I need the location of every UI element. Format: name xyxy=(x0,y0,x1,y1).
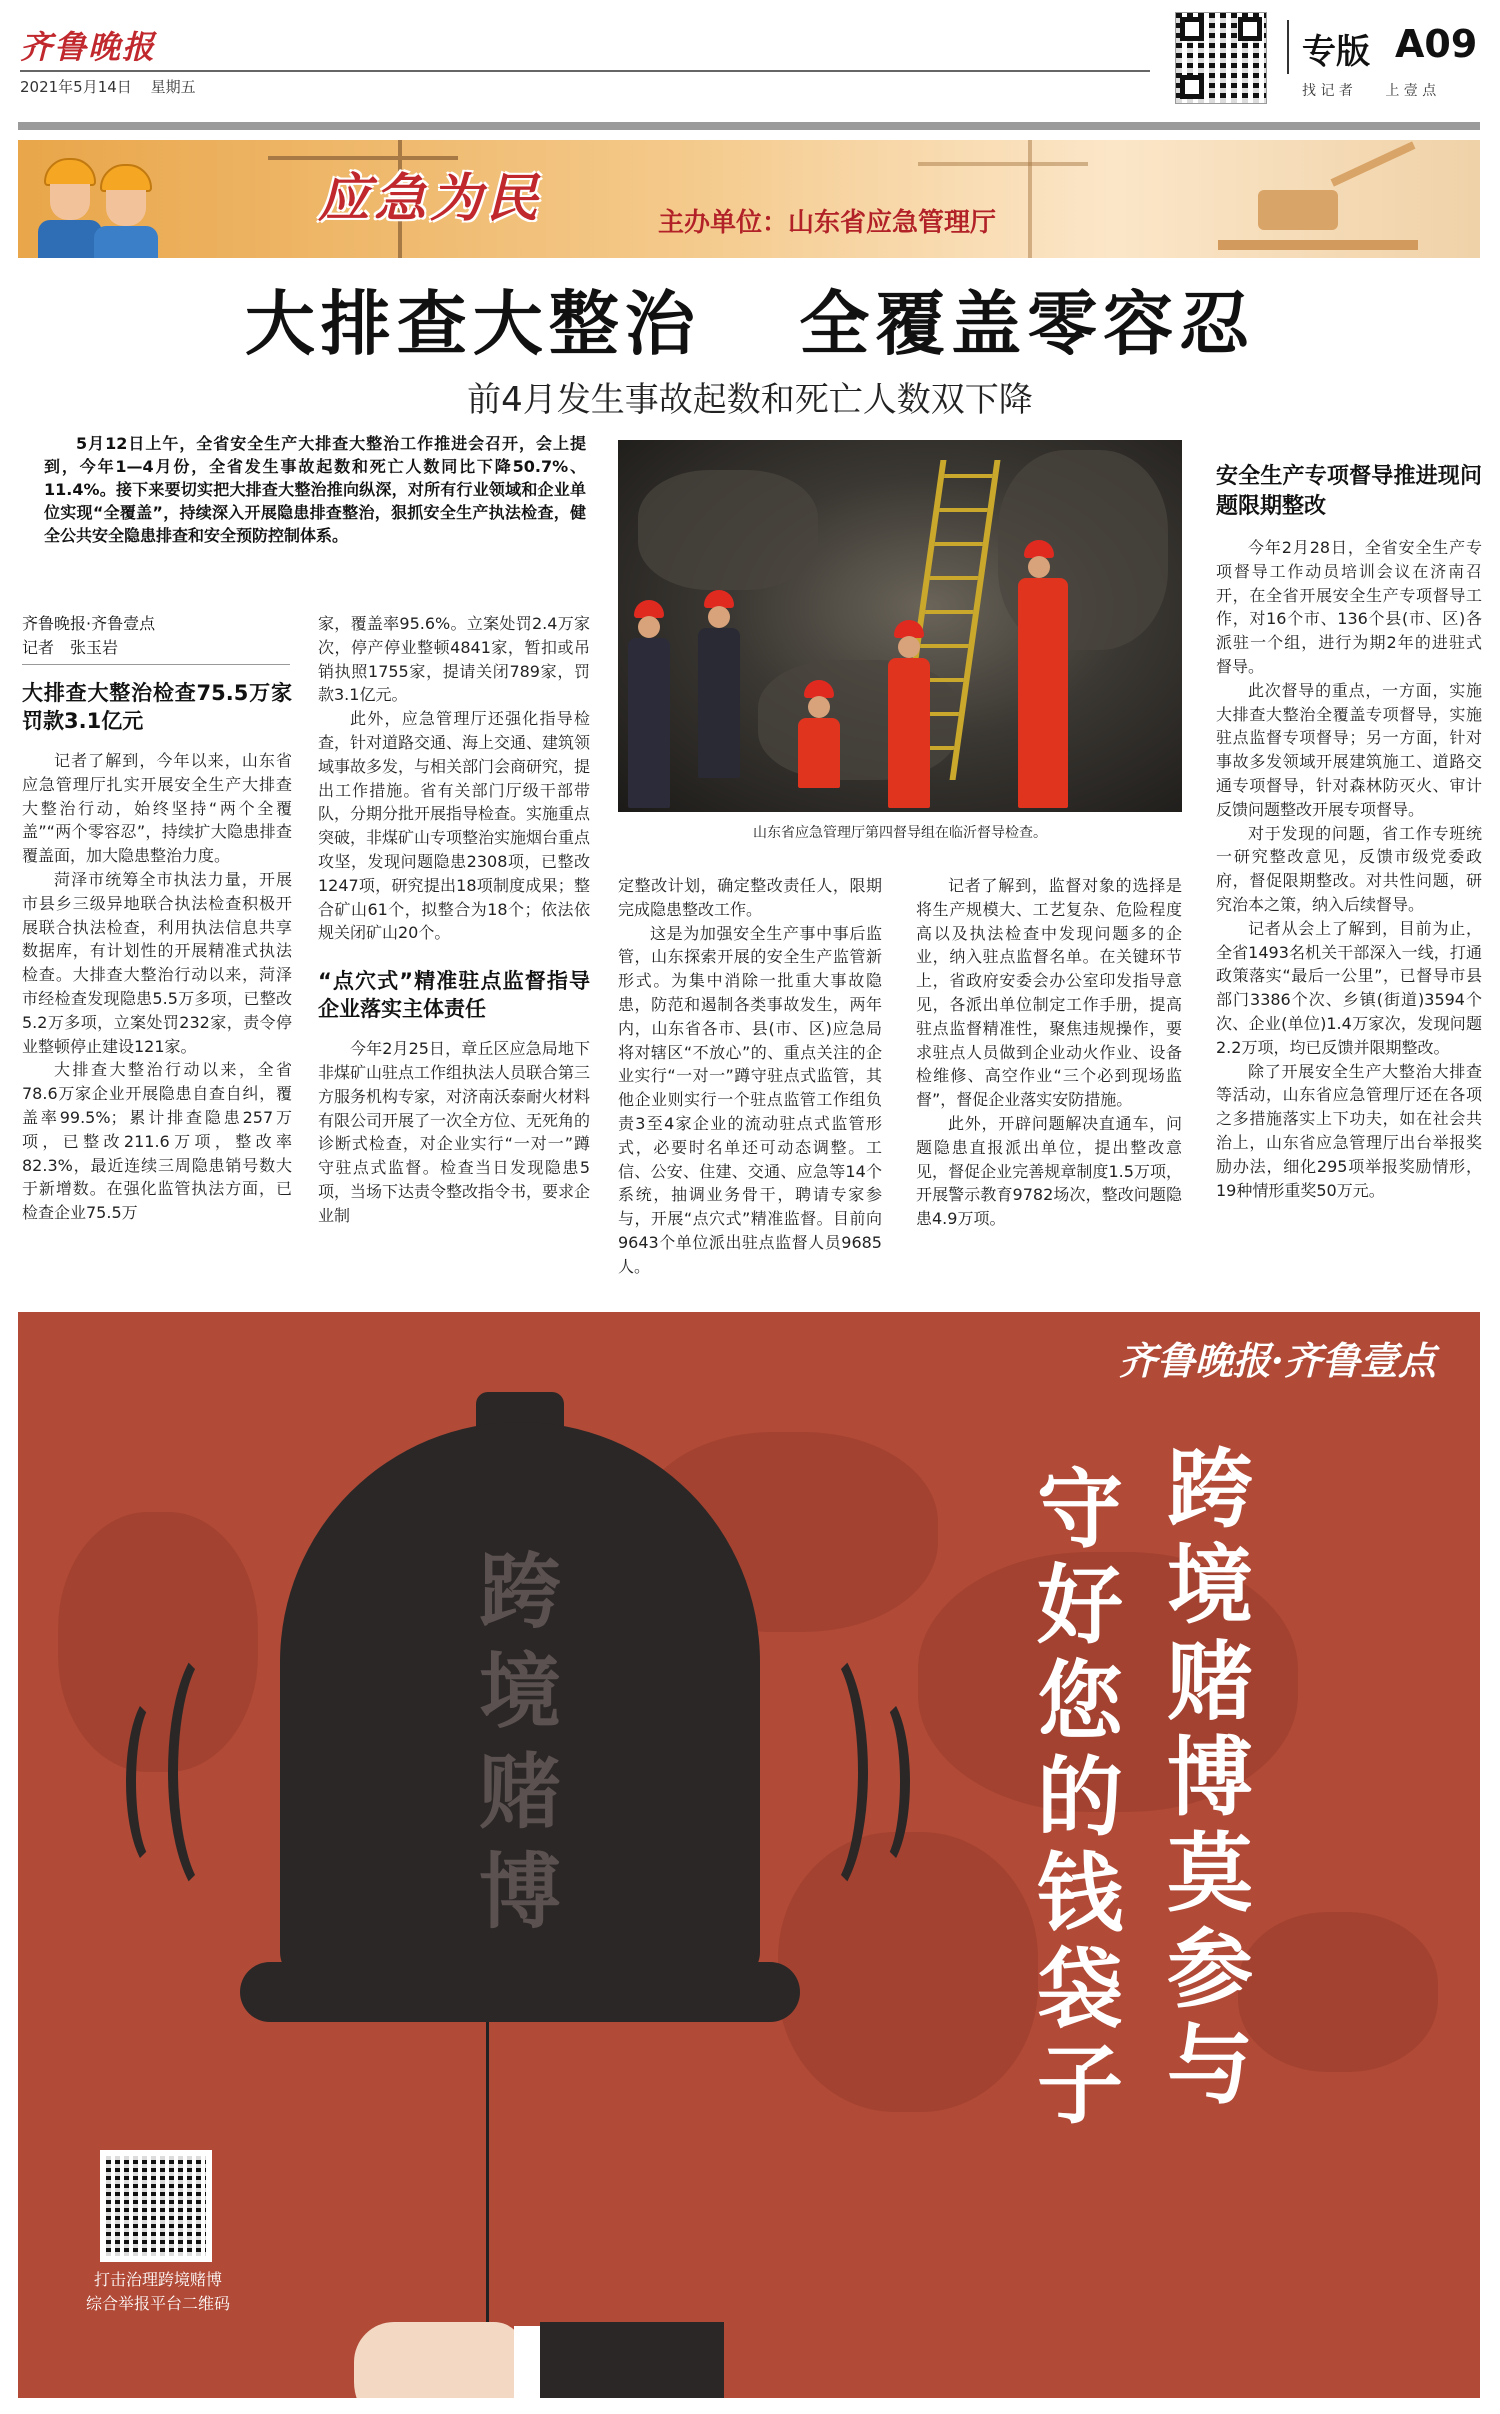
article-column-2 xyxy=(318,612,590,1228)
photo-caption: 山东省应急管理厅第四督导组在临沂督导检查。 xyxy=(753,825,1047,841)
bell-icon xyxy=(240,1392,800,2152)
lead-paragraph: 5月12日上午，全省安全生产大排查大整治工作推进会召开，会上提到，今年1—4月份，全省发生事故起数和死亡人数同比下降50.7%、11.4%。接下来要切实把大排查大整治推向纵深，对所有行业领域和企业单位实现“全覆盖”，持续深入开展隐患排查整治，狠抓安全生产执法检查，健全公共安全隐患排查和安全预防控制体系。 xyxy=(44,434,586,545)
anti-gambling-ad xyxy=(18,1312,1480,2398)
edition-label: 专版 xyxy=(1302,32,1370,72)
masthead xyxy=(0,0,1500,110)
issue-date: 2021年5月14日 xyxy=(20,78,132,96)
headline-part-2: 全覆盖零容忍 xyxy=(799,282,1256,365)
slogan-line-1: 跨境赌博莫参与 xyxy=(1167,1439,1253,2116)
paragraph: 家，覆盖率95.6%。立案处罚2.4万家次，停产停业整顿4841家，暂扣或吊销执照1755家，提请关闭789家，罚款3.1亿元。 xyxy=(318,614,590,705)
paragraph: 菏泽市统筹全市执法力量，开展市县乡三级异地联合执法检查积极开展联合执法检查，利用执法信息共享数据库，有计划性的开展精准式执法检查。大排查大整治行动以来，菏泽市经检查发现隐患5.5万多项，已整改5.2万多项，立案处罚232家，责令停业整顿停止建设121家。 xyxy=(22,869,292,1056)
issue-weekday: 星期五 xyxy=(150,78,196,96)
masthead-divider xyxy=(1287,20,1289,74)
worker-illustration-icon xyxy=(94,164,158,258)
article-column-3 xyxy=(618,874,882,1279)
report-qr-code[interactable] xyxy=(100,2150,212,2262)
paragraph: 记者从会上了解到，目前为止，全省1493名机关干部深入一线，打通政策落实“最后一公里”，已督导市县部门3386个次、乡镇(街道)3594个次、企业(单位)1.4万家次，发现问题2.2万项，均已反馈并限期整改。 xyxy=(1216,918,1482,1057)
paragraph: 此外，应急管理厅还强化指导检查，针对道路交通、海上交通、建筑领域事故多发，与相关部门会商研究，提出工作措施。省有关部门厅级干部带队，分期分批开展指导检查。实施重点突破，非煤矿山专项整治实施烟台重点攻坚，发现问题隐患2308项，已整改1247项，研究提出18项制度成果；整合矿山61个，拟整合为18个；依法依规关闭矿山20个。 xyxy=(318,709,591,943)
paragraph: 记者了解到，监督对象的选择是将生产规模大、工艺复杂、危险程度高以及执法检查中发现问题多的企业，纳入驻点监督名单。在关键环节上，省政府安委会办公室印发指导意见，各派出单位制定工作手册，提高驻点监督精准性，聚焦违规操作，要求驻点人员做到企业动火作业、设备检维修、高空作业“三个必到现场监督”，督促企业落实安防措施。 xyxy=(916,876,1182,1110)
paragraph: 此外，开辟问题解决直通车，问题隐患直报派出单位，提出整改意见，督促企业完善规章制度1.5万项，开展警示教育9782场次，整改问题隐患4.9万项。 xyxy=(916,1113,1182,1229)
page-number: A09 xyxy=(1395,22,1478,66)
worker-figure xyxy=(798,680,842,790)
paper-name: 齐鲁晚报 xyxy=(20,28,157,66)
banner-host: 主办单位：山东省应急管理厅 xyxy=(658,208,997,238)
slogan-line-2: 守好您的钱袋子 xyxy=(1037,1459,1123,2136)
paragraph: 除了开展安全生产大整治大排查等活动，山东省应急管理厅还在各项之多措施落实上下功夫，如在社会共治上，山东省应急管理厅出台举报奖励办法，细化295项举报奖励情形，19种情形重奖50万元。 xyxy=(1216,1061,1482,1200)
section-title: 安全生产专项督导推进现问题限期整改 xyxy=(1216,464,1482,519)
section-divider xyxy=(18,122,1480,130)
qr-code-icon[interactable] xyxy=(1175,12,1267,104)
section-title: “点穴式”精准驻点监督指导企业落实主体责任 xyxy=(318,969,590,1022)
worker-figure xyxy=(698,590,742,780)
byline-rule xyxy=(22,664,290,665)
paragraph: 今年2月25日，章丘区应急局地下非煤矿山驻点工作组执法人员联合第三方服务机构专家，对济南沃泰耐火材料有限公司开展了一次全方位、无死角的诊断式检查，对企业实行“一对一”蹲守驻点式监督。检查当日发现隐患5项，当场下达责令整改指令书，要求企业制 xyxy=(318,1039,591,1225)
worker-figure xyxy=(628,600,672,812)
paragraph: 今年2月28日，全省安全生产专项督导工作动员培训会议在济南召开，在全省开展安全生产专项督导工作，对16个市、136个县(市、区)各派驻一个组，进行为期2年的进驻式督导。 xyxy=(1216,538,1482,676)
paragraph: 记者了解到，今年以来，山东省应急管理厅扎实开展安全生产大排查大整治行动，始终坚持“两个全覆盖”“两个零容忍”，持续扩大隐患排查覆盖面，加大隐患整治力度。 xyxy=(22,751,292,866)
sound-wave-icon xyxy=(850,1692,910,1872)
article-column-4 xyxy=(916,874,1182,1231)
mine-inspection-photo xyxy=(618,440,1182,812)
qr-caption-line-1: 打击治理跨境赌博 xyxy=(93,2270,222,2289)
excavator-icon xyxy=(1218,190,1418,250)
worker-figure xyxy=(888,620,932,810)
section-banner xyxy=(18,140,1480,258)
section-title: 大排查大整治检查75.5万家罚款3.1亿元 xyxy=(22,681,292,733)
qr-caption xyxy=(58,2268,258,2316)
hand-icon xyxy=(354,2322,654,2398)
bell-text: 跨境赌博 xyxy=(478,1544,561,1940)
paragraph: 这是为加强安全生产事中事后监管，山东探索开展的安全生产监管新形式。为集中消除一批重大事故隐患，防范和遏制各类事故发生，两年内，山东省各市、县(市、区)应急局将对辖区“不放心”的、重点关注的企业实行“一对一”蹲守驻点式监管，其他企业则实行一个驻点监管工作组负责3至4家企业的流动驻点式监管形式，必要时名单还可动态调整。工信、公安、住建、交通、应急等14个系统，抽调业务骨干，聘请专家参与，开展“点穴式”精准监督。目前向9643个单位派出驻点监督人员9685人。 xyxy=(618,923,882,1276)
worker-figure xyxy=(1018,540,1068,810)
date-line xyxy=(20,76,210,97)
worker-illustration-icon xyxy=(38,158,102,258)
byline-source: 齐鲁晚报·齐鲁壹点 xyxy=(22,614,156,633)
article-column-5 xyxy=(1216,462,1482,1202)
paragraph: 大排查大整治行动以来，全省78.6万家企业开展隐患自查自纠，覆盖率99.5%；累计排查隐患257万项，已整改211.6万项，整改率82.3%，最近连续三周隐患销号数大于新增数。在强化监管执法方面，已检查企业75.5万 xyxy=(22,1060,292,1223)
editor-source: 上 壹 点 xyxy=(1385,83,1437,99)
sub-headline: 前4月发生事故起数和死亡人数双下降 xyxy=(467,380,1033,420)
crane-icon xyxy=(1028,140,1032,258)
ad-logo: 齐鲁晚报·齐鲁壹点 xyxy=(1118,1338,1436,1383)
paragraph: 定整改计划，确定整改责任人，限期完成隐患整改工作。 xyxy=(618,876,882,919)
sound-wave-icon xyxy=(126,1692,186,1872)
qr-caption-line-2: 综合举报平台二维码 xyxy=(85,2294,230,2313)
paragraph: 对于发现的问题，省工作专班统一研究整改意见，反馈市级党委政府，督促限期整改。对共性问题，研究治本之策，纳入后续督导。 xyxy=(1216,823,1482,914)
article-column-1 xyxy=(22,612,292,1225)
headline-part-1: 大排查大整治 xyxy=(244,282,701,365)
banner-title: 应急为民 xyxy=(318,169,543,229)
masthead-rule xyxy=(20,70,1150,72)
editor-role: 找 记 者 xyxy=(1302,83,1353,99)
byline-reporter: 记者 张玉岩 xyxy=(22,638,119,657)
editor-line xyxy=(1302,80,1464,100)
paragraph: 此次督导的重点，一方面，实施大排查大整治全覆盖专项督导，实施驻点监督专项督导；另一方面，针对事故多发领域开展建筑施工、道路交通专项督导，针对森林防灭火、审计反馈问题整改开展专项督导。 xyxy=(1216,680,1482,819)
main-headline xyxy=(0,268,1500,369)
